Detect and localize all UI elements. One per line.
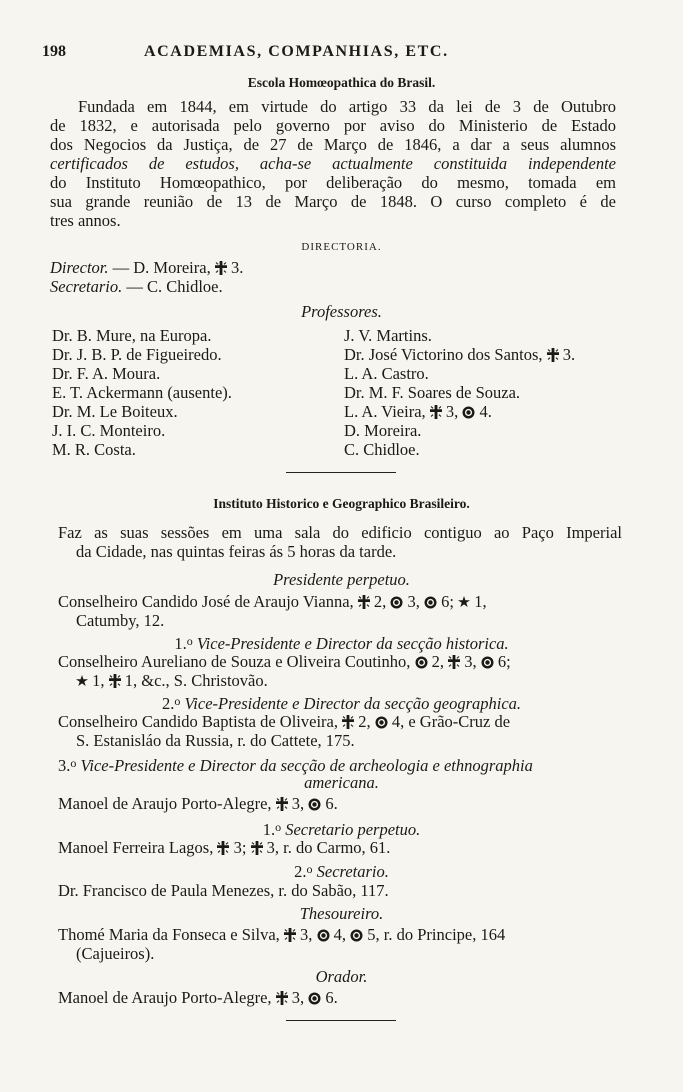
vp3-line [58, 794, 338, 813]
order-grade: 6. [325, 988, 338, 1007]
order-grade: 3; [233, 838, 247, 857]
vp3-heading-2: americana. [304, 773, 379, 792]
vp1-title: Vice-Presidente e Director da secção historica. [196, 634, 509, 653]
sec1-line [58, 838, 390, 857]
professor-left: Dr. M. Le Boiteux. [52, 402, 178, 421]
professor-left: Dr. F. A. Moura. [52, 364, 161, 383]
secretario-perpetuo-heading: 1.$^o$ Secretario perpetuo. [262, 820, 421, 839]
order-grade: 2, [358, 712, 371, 731]
order-rosette-icon [308, 798, 321, 811]
sec1-number: 1. [262, 820, 276, 839]
instituto-intro-line: Faz as suas sessões em uma sala do edificio contiguo ao Paço Imperial [58, 523, 622, 542]
vp2-line [58, 712, 510, 731]
order-cross-icon [109, 674, 121, 688]
order-cross-icon [276, 991, 288, 1005]
order-grade: 6; [497, 652, 511, 671]
order-cross-icon [284, 928, 296, 942]
vp2-name: Conselheiro Candido Baptista de Oliveira, [58, 712, 338, 731]
escola-para-line: do Instituto Homœopathico, por deliberação do mesmo, tomada em [50, 173, 616, 192]
presidente-name: Conselheiro Candido José de Araujo Vianna, [58, 592, 354, 611]
professor-right: D. Moreira. [344, 421, 422, 440]
order-grade: 1, [474, 592, 487, 611]
professor-right-name: Dr. José Victorino dos Santos, [344, 345, 543, 364]
orador-line [58, 988, 338, 1007]
escola-para-line: tres annos. [50, 211, 121, 230]
director-name: — D. Moreira, [112, 258, 211, 277]
secretario-line [50, 277, 223, 296]
thesoureiro-heading: Thesoureiro. [299, 904, 384, 923]
order-grade: 3, [291, 988, 305, 1007]
escola-title: Escola Homœopathica do Brasil. [247, 75, 436, 90]
sec1-address: 3, r. do Carmo, 61. [266, 838, 391, 857]
order-grade: 2, [431, 652, 445, 671]
order-rosette-icon [415, 656, 428, 669]
order-rosette-icon [375, 716, 388, 729]
professor-right [344, 402, 492, 421]
director-line [50, 258, 243, 277]
professor-right: C. Chidloe. [344, 440, 420, 459]
vp3-heading: 3.$^o$ Vice-Presidente e Director da secção de archeologia e ethnographia [58, 756, 533, 775]
order-grade: 3, [291, 794, 305, 813]
orador-heading: Orador. [315, 967, 368, 986]
sec2-title: Secretario. [316, 862, 389, 881]
secretario-role: Secretario. [50, 277, 123, 296]
thesoureiro-line [58, 925, 505, 944]
vp1-number: 1. [174, 634, 187, 653]
vp2-address: S. Estanisláo da Russia, r. do Cattete, 175. [76, 731, 355, 750]
director-role: Director. [50, 258, 109, 277]
order-grade: 3, [300, 925, 313, 944]
secretario-name: — C. Chidloe. [126, 277, 223, 296]
order-rosette-icon [462, 406, 475, 419]
professor-right: L. A. Castro. [344, 364, 429, 383]
order-grade: 3, [464, 652, 477, 671]
presidente-address: Catumby, 12. [76, 611, 165, 630]
page-number: 198 [42, 43, 66, 60]
professor-right: J. V. Martins. [344, 326, 432, 345]
order-cross-icon [547, 348, 559, 362]
sec1-name: Manoel Ferreira Lagos, [58, 838, 214, 857]
vp2-title: Vice-Presidente e Director da secção geographica. [184, 694, 522, 713]
order-star-icon [76, 675, 88, 687]
professor-right-suffix: 4. [479, 402, 492, 421]
order-rosette-icon [390, 596, 403, 609]
order-rosette-icon [317, 929, 330, 942]
orador-name: Manoel de Araujo Porto-Alegre, [58, 988, 272, 1007]
director-suffix: 3. [230, 258, 244, 277]
order-star-icon [458, 596, 470, 608]
escola-para-line: sua grande reunião de 13 de Março de 1848. O curso completo é de [50, 192, 616, 211]
vp1-line-2 [76, 671, 268, 690]
section-divider [286, 472, 396, 473]
sec1-title: Secretario perpetuo. [285, 820, 421, 839]
professor-right-name: L. A. Vieira, [344, 402, 426, 421]
order-rosette-icon [308, 992, 321, 1005]
running-header [42, 42, 642, 64]
order-cross-icon [430, 405, 442, 419]
order-rosette-icon [350, 929, 363, 942]
presidente-line [58, 592, 487, 611]
professor-right-suffix: 3. [562, 345, 576, 364]
order-grade: 6; [441, 592, 454, 611]
order-cross-icon [276, 797, 288, 811]
order-rosette-icon [424, 596, 437, 609]
professor-left: Dr. B. Mure, na Europa. [52, 326, 212, 345]
order-cross-icon [251, 841, 263, 855]
order-grade: 3, [407, 592, 420, 611]
order-grade: 2, [373, 592, 387, 611]
vp1-name: Conselheiro Aureliano de Souza e Oliveira Coutinho, [58, 652, 411, 671]
directoria-heading: DIRECTORIA. [301, 241, 382, 253]
instituto-intro-line: da Cidade, nas quintas feiras ás 5 horas da tarde. [76, 542, 397, 561]
professor-right: Dr. M. F. Soares de Souza. [344, 383, 521, 402]
secretario-heading: 2.$^o$ Secretario. [294, 862, 389, 881]
order-grade: 6. [325, 794, 338, 813]
professor-left: M. R. Costa. [52, 440, 136, 459]
vp3-title: Vice-Presidente e Director da secção de archeologia e ethnographia [80, 756, 533, 775]
order-grade: 4, e Grão-Cruz de [391, 712, 511, 731]
escola-para-line: Fundada em 1844, em virtude do artigo 33 da lei de 3 de Outubro [78, 97, 616, 116]
escola-para-line: de 1832, e autorisada pelo governo por aviso do Ministerio de Estado [50, 116, 616, 135]
vp3-number: 3. [58, 756, 71, 775]
thesoureiro-address: 5, r. do Principe, 164 [367, 925, 506, 944]
professores-heading: Professores. [301, 302, 382, 321]
order-grade: 4, [333, 925, 347, 944]
order-cross-icon [217, 841, 229, 855]
sec2-line: Dr. Francisco de Paula Menezes, r. do Sabão, 117. [58, 881, 389, 900]
vp2-number: 2. [161, 694, 175, 713]
sec2-number: 2. [294, 862, 307, 881]
vp3-name: Manoel de Araujo Porto-Alegre, [58, 794, 272, 813]
vp1-line [58, 652, 511, 671]
escola-para-line: certificados de estudos, acha-se actualmente constituida independente [50, 154, 616, 173]
professor-left: J. I. C. Monteiro. [52, 421, 166, 440]
order-rosette-icon [481, 656, 494, 669]
running-title: ACADEMIAS, COMPANHIAS, ETC. [144, 43, 449, 60]
order-cross-icon [448, 655, 460, 669]
professor-left: Dr. J. B. P. de Figueiredo. [52, 345, 222, 364]
vp1-address: 1, &c., S. Christovão. [124, 671, 268, 690]
presidente-heading: Presidente perpetuo. [273, 570, 410, 589]
order-cross-icon [215, 261, 227, 275]
section-divider [286, 1020, 396, 1021]
vp1-heading: 1.$^o$ Vice-Presidente e Director da secção historica. [174, 634, 509, 653]
escola-para-line: dos Negocios da Justiça, de 27 de Março de 1846, a dar a seus alumnos [50, 135, 616, 154]
order-grade: 1, [92, 671, 105, 690]
vp2-heading: 2.$^o$ Vice-Presidente e Director da secção geographica. [161, 694, 522, 713]
professor-left: E. T. Ackermann (ausente). [52, 383, 232, 402]
order-cross-icon [342, 715, 354, 729]
thesoureiro-name: Thomé Maria da Fonseca e Silva, [58, 925, 280, 944]
instituto-title: Instituto Historico e Geographico Brasileiro. [213, 496, 470, 511]
professor-right [344, 345, 575, 364]
professor-right-suffix: 3, [445, 402, 459, 421]
order-cross-icon [358, 595, 370, 609]
thesoureiro-address-2: (Cajueiros). [76, 944, 155, 963]
